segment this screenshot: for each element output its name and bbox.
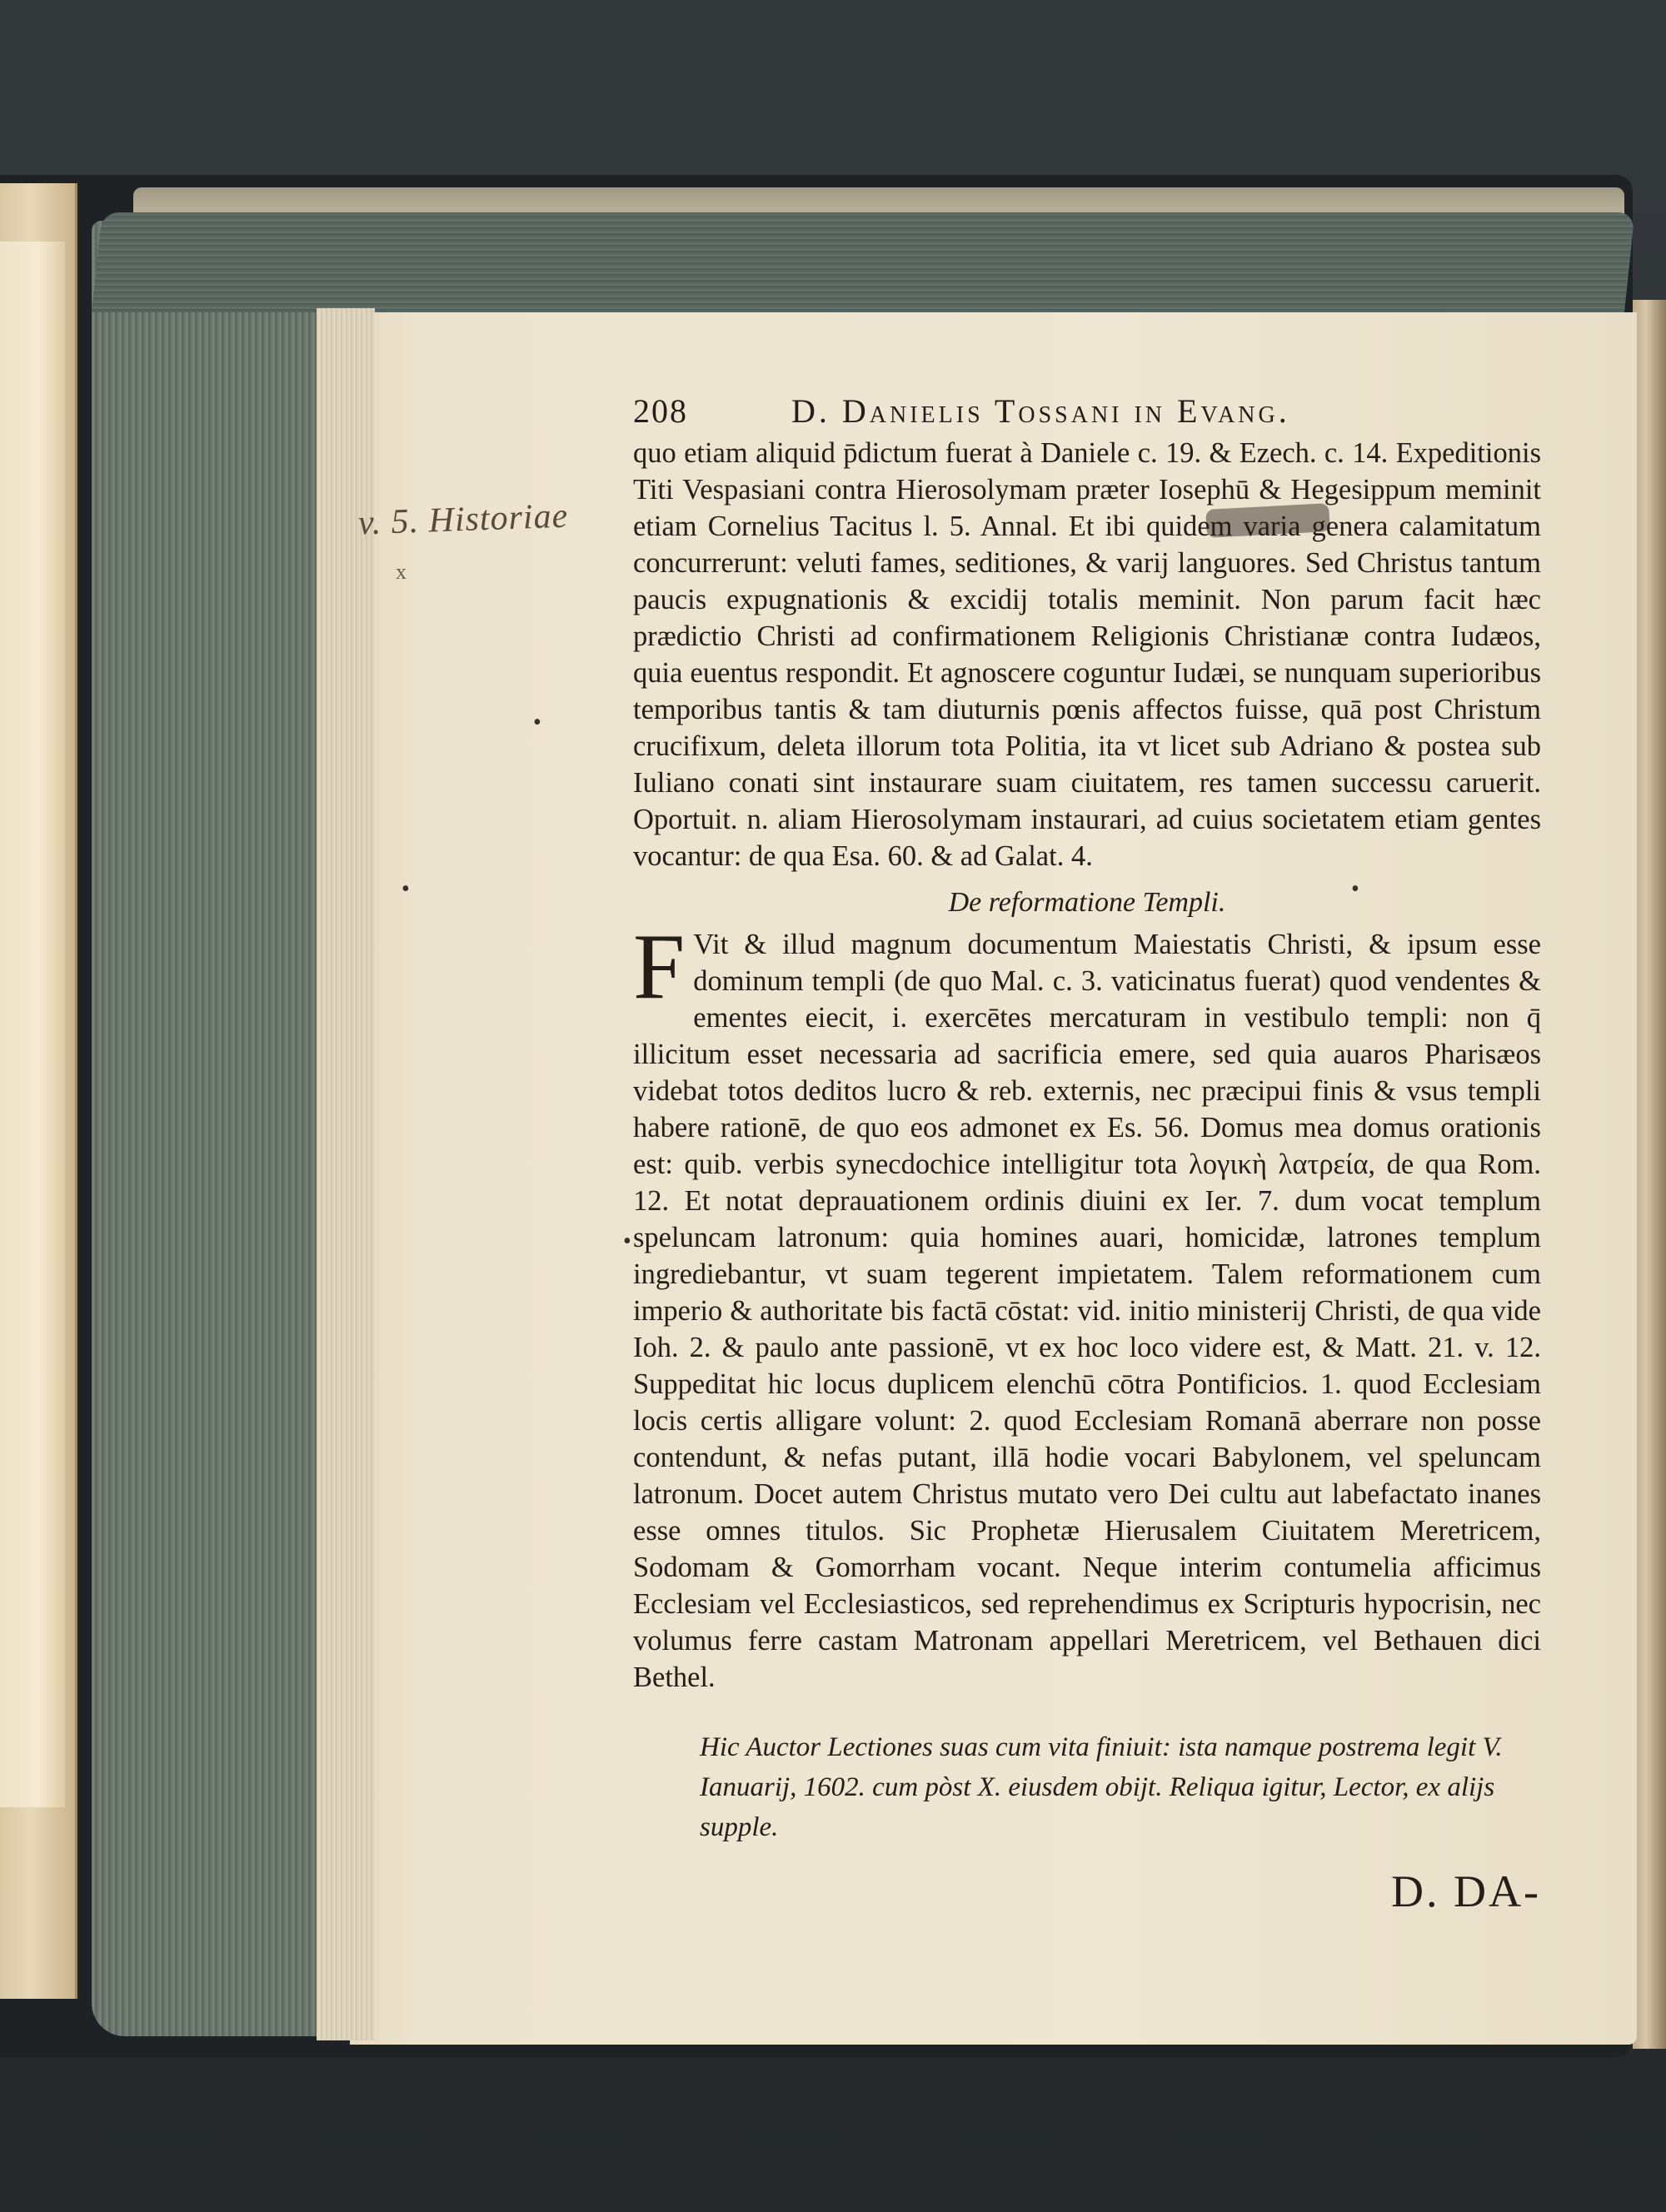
page-stack-top: [92, 212, 1635, 312]
page-header: [633, 391, 1541, 435]
margin-mark: x: [396, 560, 407, 584]
handwritten-margin-note: v. 5. Historiae: [357, 496, 569, 543]
margin-dot: •: [533, 710, 541, 735]
page-gutter: [317, 308, 375, 2040]
catchword: D. DA-: [1391, 1866, 1541, 1916]
paragraph-with-dropcap: [633, 915, 1541, 1696]
drop-cap: F: [633, 915, 686, 1019]
right-page-edge: [1633, 300, 1666, 2049]
paragraph: quo etiam aliquid p̄dictum fuerat à Daniele c. 19. & Ezech. c. 14. Expeditionis Titi Vespasiani contra Hierosolymam præter Iosephū & Hegesippum meminit etiam Cornelius Tacitus l. 5. Annal. Et ibi quidem varia genera calamitatum concurrerunt: veluti fames, seditiones, & varij languores. Sed Christus tantum paucis expugnationis & excidij totalis meminit. Non parum facit hæc prædictio Christi ad confirmationem Religionis Christianæ contra Iudæos, quia euentus respondit. Et agnoscere coguntur Iudæi, se nunquam superioribus temporibus tantis & tam diuturnis pœnis affectos fuisse, quā post Christum crucifixum, deleta illorum tota Politia, ita vt licet sub Adriano & postea sub Iuliano conati sint instaurare suam ciuitatem, res tamen successu caruerit. Oportuit. n. aliam Hierosolymam instaurari, ad cuius societatem etiam gentes vocantur: de qua Esa. 60. & ad Galat. 4.: [633, 437, 1541, 872]
margin-dot: •: [402, 876, 410, 902]
paragraph-text: Vit & illud magnum documentum Maiestatis Christi, & ipsum esse dominum templi (de quo Mal. c. 3. vaticinatus fuerat) quod vendentes & ementes eiecit, i. exercētes mercaturam in vestibulo templi: non q̄ illicitum esset necessaria ad sacrificia emere, sed quia auaros Pharisæos videbat totos deditos lucro & reb. externis, nec præcipui finis & vsus templi habere rationē, de quo eos admonet ex Es. 56. Domus mea domus orationis est: quib. verbis synecdochice intelligitur tota λογικὴ λατρεία, de qua Rom. 12. Et notat deprauationem ordinis diuini ex Ier. 7. dum vocat templum speluncam latronum: quia homines auari, homicidæ, latrones templum ingrediebantur, vt suam tegerent impietatem. Talem reformationem cum imperio & authoritate bis factā cōstat: vid. initio ministerij Christi, de qua vide Ioh. 2. & paulo ante passionē, vt ex hoc loco videre est, & Matt. 21. v. 12. Suppeditat hic locus duplicem elenchū cōtra Pontificios. 1. quod Ecclesiam locis certis alligare volunt: 2. quod Ecclesiam Romanā aberrare non posse contendunt, & nefas putant, illā hodie vocari Babylonem, vel speluncam latronum. Docet autem Christus mutato vero Dei cultu aut labefactato inanes esse omnes titulos. Sic Prophetæ Hierusalem Ciuitatem Meretricem, Sodomam & Gomorrham vocant. Neque interim contumelia afficimus Ecclesiam vel Ecclesiasticos, sed reprehendimus ex Scripturis hypocrisin, nec volumus ferre castam Matronam appellari Meretricem, vel Bethauen dici Bethel.: [633, 929, 1541, 1693]
margin-dot: •: [1351, 876, 1359, 902]
section-heading: De reformatione Templi.: [948, 887, 1226, 918]
closing-note: Hic Auctor Lectiones suas cum vita finiuit: ista namque postrema legit V. Ianuarij, 1602. cum pòst X. eiusdem obijt. Reliqua igitur, Lector, ex alijs supple.: [700, 1732, 1503, 1842]
margin-dot: •: [623, 1228, 631, 1254]
cover-inner: [0, 242, 65, 1807]
page-number: 208: [633, 392, 688, 430]
text-block: [633, 391, 1541, 1847]
running-head: D. Danielis Tossani in Evang.: [791, 392, 1290, 430]
